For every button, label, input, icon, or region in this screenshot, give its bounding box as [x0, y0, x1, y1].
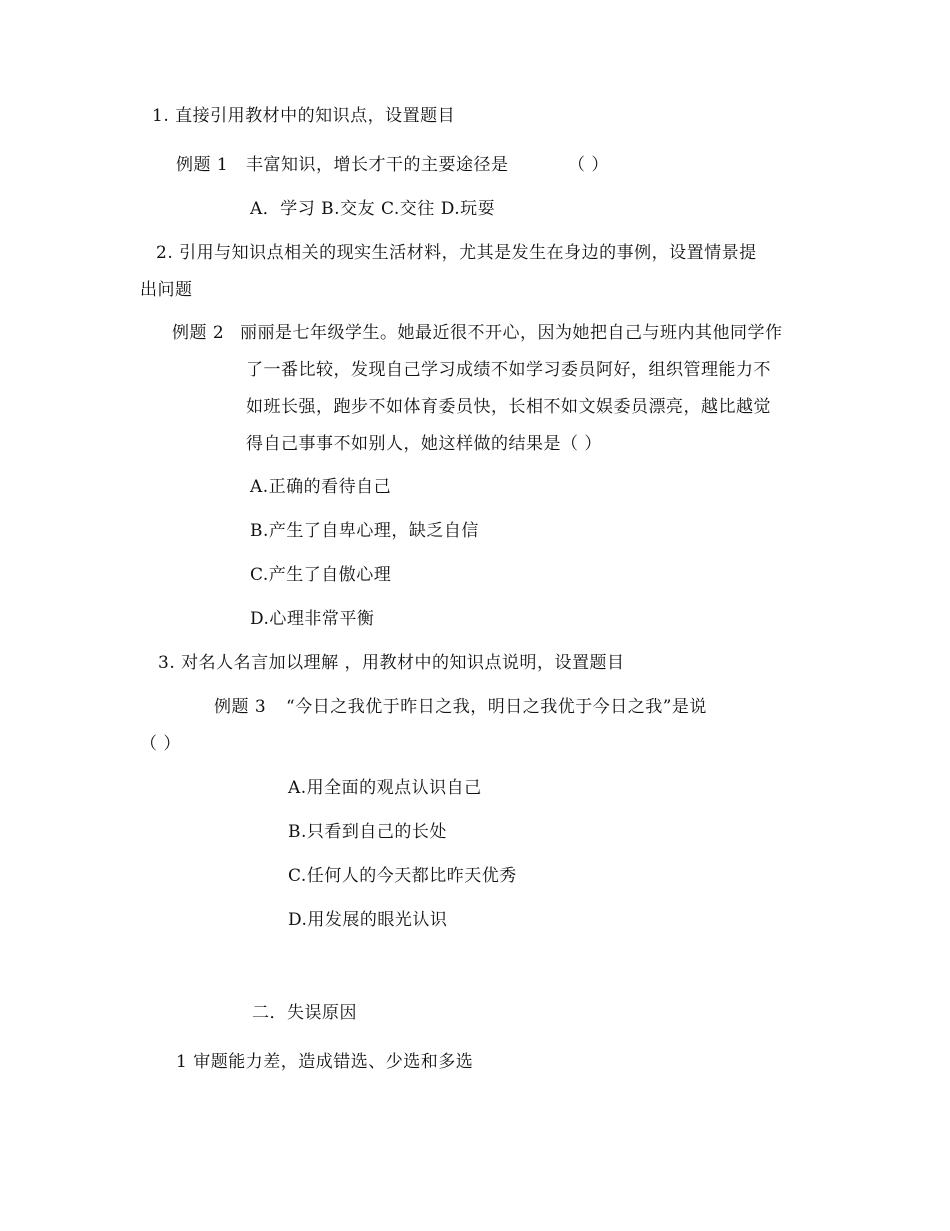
part2-item: 1 审题能力差，造成错选、少选和多选	[176, 1052, 474, 1072]
example1-label: 例题 1	[176, 155, 229, 175]
example1-options: A．学习 B.交友 C.交往 D.玩耍	[250, 199, 496, 219]
example2-text-line: 得自己事事不如别人，她这样做的结果是（ ）	[246, 434, 602, 454]
example3-label: 例题 3	[214, 697, 267, 717]
example2-label: 例题 2	[172, 323, 225, 343]
example2-option: D.心理非常平衡	[250, 609, 375, 629]
example3-option: B.只看到自己的长处	[288, 822, 447, 842]
part2-heading: 二．失误原因	[252, 1003, 357, 1023]
section3-heading: 3. 对名人名言加以理解 ，用教材中的知识点说明，设置题目	[158, 653, 625, 673]
example3-blank: （ ）	[140, 734, 181, 754]
section1-heading: 1. 直接引用教材中的知识点，设置题目	[152, 106, 456, 126]
example2-text-line: 丽丽是七年级学生。她最近很不开心，因为她把自己与班内其他同学作	[240, 323, 783, 343]
section2-heading-continued: 出问题	[140, 280, 193, 300]
example3-option: A.用全面的观点认识自己	[288, 778, 482, 798]
example1-blank: （ ）	[568, 155, 609, 175]
example3-option: D.用发展的眼光认识	[288, 910, 448, 930]
section2-heading: 2. 引用与知识点相关的现实生活材料，尤其是发生在身边的事例，设置情景提	[156, 243, 757, 263]
example3-question: “今日之我优于昨日之我，明日之我优于今日之我”是说	[286, 697, 707, 717]
example2-text-line: 了一番比较，发现自己学习成绩不如学习委员阿好，组织管理能力不	[246, 360, 771, 380]
example2-option: A.正确的看待自己	[250, 477, 392, 497]
example2-text-line: 如班长强，跑步不如体育委员快，长相不如文娱委员漂亮，越比越觉	[246, 397, 771, 417]
example3-option: C.任何人的今天都比昨天优秀	[288, 866, 517, 886]
example1-question: 丰富知识，增长才干的主要途径是	[246, 155, 509, 175]
example2-option: B.产生了自卑心理，缺乏自信	[250, 521, 479, 541]
example2-option: C.产生了自傲心理	[250, 565, 392, 585]
